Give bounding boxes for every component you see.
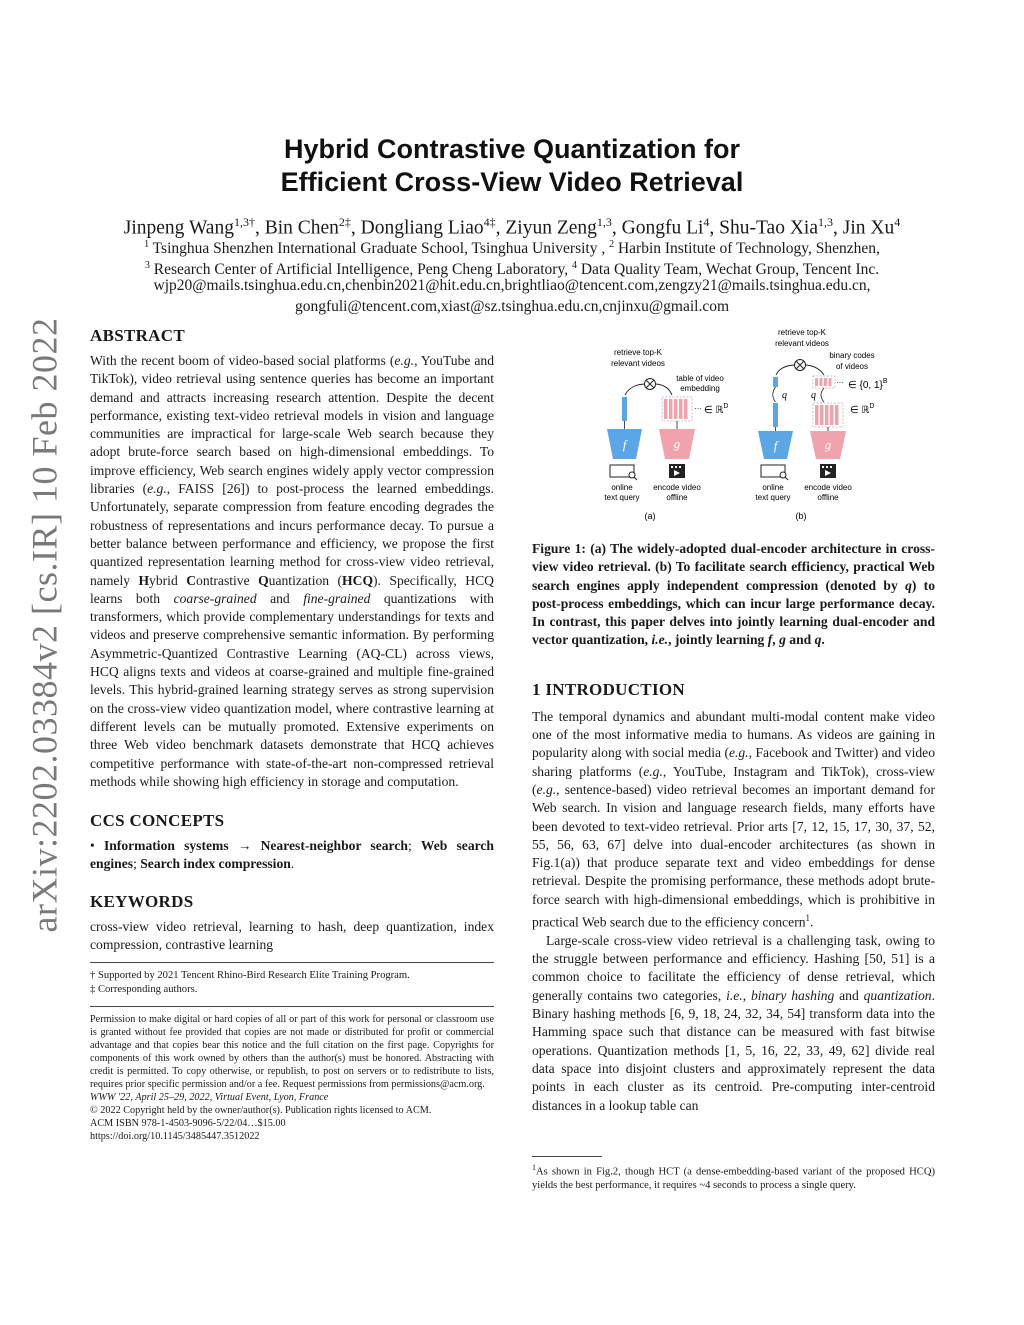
abstract-text: , YouTube and TikTok), video retrieval using sentence queries has become an important demand and attracts increasing research attention. Despite the decent performance, existing text-video retrieval models in vision and language communities are impractical for large-scale Web search because they adopt brute-force search based on high-dimensional embeddings. To improve efficiency, Web search engines widely apply vector compression libraries ( xyxy=(90,353,495,497)
author-affil-mark: 1,3 xyxy=(818,215,833,229)
author-name: Bin Chen xyxy=(264,217,339,239)
ccs-sep: ; xyxy=(133,856,141,872)
fig-a-encode-label-1: encode video xyxy=(653,483,701,492)
fig-b-binary-space: ∈ {0, 1}$^B$ xyxy=(848,378,888,391)
footnote-reference[interactable]: 1 xyxy=(805,913,811,924)
fig-a-online-label-2: text query xyxy=(604,493,640,502)
intro-text: , Facebook and Twitter) and video sharing platforms ( xyxy=(532,745,935,779)
ccs-term: Search index compression xyxy=(140,856,291,872)
right-column xyxy=(532,540,935,1115)
fig-b-encode-label-1: encode video xyxy=(804,483,852,492)
affil-mark: 3 xyxy=(144,260,150,271)
fig-b-real-space: ∈ ℝ$^D$ xyxy=(850,403,875,416)
fig-b-code-ellipsis: ··· xyxy=(836,378,844,387)
paper-title xyxy=(200,133,824,199)
author-name: Gongfu Li xyxy=(621,217,704,239)
intro-italic: i.e. xyxy=(726,987,743,1003)
fig-a-relevant-label: relevant videos xyxy=(611,359,665,368)
permission-notice: Permission to make digital or hard copies of all or part of this work for personal or classroom use is granted without fee provided that copies are not made or distributed for profit or commercial advantage and that copies bear this notice and the full citation on the first page. Copyrights for components of this work owned by others than the author(s) must be honored. Abstracting with credit is permitted. To copy otherwise, or republish, to post on servers or to redistribute to lists, requires prior specific permission and/or a fee. Request permissions from permissions@acm.org. xyxy=(90,1014,494,1091)
intro-italic: quantization xyxy=(863,987,932,1003)
ccs-term: Information systems xyxy=(103,838,229,854)
keywords-text: cross-view video retrieval, learning to hash, deep quantization, index compression, contrastive learning xyxy=(90,918,494,953)
abstract-italic: e.g. xyxy=(147,481,167,497)
author-emails-line-2: gongfuli@tencent.com,xiast@sz.tsinghua.edu.cn,cnjinxu@gmail.com xyxy=(294,298,730,315)
intro-text: . Binary hashing methods [6, 9, 18, 24, 32, 34, 54] transform data into the Hamming space such that distance can be measured with fast bitwise operations. Quantization methods [1, 5, 16, 22, 33, 49, 62] divide real data space into disjoint clusters and approximately represent the data points in each cluster as its centroid. Pre-computing inter-centroid distances in a lookup table can xyxy=(532,987,935,1113)
arxiv-identifier-text: arXiv:2202.03384v2 [cs.IR] 10 Feb 2022 xyxy=(24,317,64,933)
caption-text: , xyxy=(772,632,780,648)
affil-text: Harbin Institute of Technology, Shenzhen, xyxy=(614,240,880,258)
intro-text: . xyxy=(810,914,814,930)
fig-a-encode-label-2: offline xyxy=(666,493,688,502)
fig-b-q-arrow-video xyxy=(821,388,824,402)
fig-b-q-text-label: q xyxy=(782,390,787,401)
fig-b-encode-label-2: offline xyxy=(817,493,839,502)
fig-a-match-cross xyxy=(646,380,654,388)
abstract-text: ). Specifically, HCQ learns both xyxy=(90,572,494,606)
fig-b-binary-label-1: binary codes xyxy=(829,351,875,360)
intro-text: Large-scale cross-view video retrieval is a challenging task, owing to the struggle between performance and efficiency. Hashing [50, 51] is a common choice to facilitate the efficiency of dense retrieval, which generally contains two categories, xyxy=(532,932,935,1003)
fig-b-text-embedding xyxy=(773,403,778,427)
author-affil-mark: 4 xyxy=(894,215,901,229)
fig-b-g-label: g xyxy=(824,437,832,452)
fig-a-video-icon xyxy=(669,464,685,478)
fig-b-retrieve-label: retrieve top-K xyxy=(777,328,827,337)
ccs-sep: ; xyxy=(407,838,421,854)
abstract-text: With the recent boom of video-based social platforms ( xyxy=(90,353,395,368)
abstract-text: ontrastive xyxy=(196,572,259,588)
fig-b-link-left xyxy=(776,365,794,375)
ccs-bullet: • xyxy=(90,838,104,854)
footnote-dagger: † Supported by 2021 Tencent Rhino-Bird Research Elite Training Program. xyxy=(90,970,410,982)
ccs-concepts xyxy=(90,837,494,874)
venue-line: WWW '22, April 25–29, 2022, Virtual Event, Lyon, France xyxy=(90,1092,329,1104)
abstract-bold: H xyxy=(138,572,150,588)
caption-italic: f xyxy=(767,632,773,648)
right-column-footnote xyxy=(532,1156,935,1192)
author-affil-mark: 1,3 xyxy=(596,215,612,229)
caption-italic: q xyxy=(814,632,822,648)
abstract-italic: fine-grained xyxy=(303,590,371,606)
fig-a-video-embedding-table xyxy=(662,397,692,421)
abstract-bold: C xyxy=(186,572,197,588)
doi-link[interactable]: https://doi.org/10.1145/3485447.3512022 xyxy=(90,1131,260,1143)
caption-text: . xyxy=(821,632,825,648)
author-affil-mark: 2‡ xyxy=(338,215,351,229)
figure-1-diagram xyxy=(580,325,920,525)
footnote-rule-right xyxy=(532,1156,602,1157)
fig-a-g-label: g xyxy=(673,436,681,451)
footnote-text: As shown in Fig.2, though HCT (a dense-embedding-based variant of the proposed HCQ) yields the best performance, it requires ~4 seconds to process a single query. xyxy=(532,1166,935,1191)
fig-b-binary-code-table xyxy=(813,376,835,388)
fig-a-retrieve-label: retrieve top-K xyxy=(613,348,663,357)
intro-text: , YouTube, Instagram and TikTok), cross-view ( xyxy=(532,763,935,797)
ccs-end: . xyxy=(290,856,295,872)
fig-b-online-label-1: online xyxy=(762,483,784,492)
author-name: Ziyun Zeng xyxy=(505,217,597,239)
fig-a-ellipsis: ··· xyxy=(694,404,702,413)
fig-a-text-embedding xyxy=(622,397,627,421)
author-emails-line-1: wjp20@mails.tsinghua.edu.cn,chenbin2021@hit.edu.cn,brightliao@tencent.com,zengzy21@mails.tsinghua.edu.cn, xyxy=(153,277,871,294)
abstract-bold: HCQ xyxy=(342,572,374,588)
fig-a-panel-label: (a) xyxy=(644,511,656,521)
intro-italic: e.g. xyxy=(536,781,557,797)
author-affil-mark: 1,3† xyxy=(233,215,255,229)
affil-mark: 2 xyxy=(609,239,615,250)
fig-b-online-label-2: text query xyxy=(755,493,791,502)
footnote-mark: 1 xyxy=(532,1163,536,1172)
author-name: Jin Xu xyxy=(842,217,895,239)
fig-b-f-label: f xyxy=(773,438,778,453)
fig-b-relevant-label: relevant videos xyxy=(775,339,829,348)
intro-text: , xyxy=(742,987,751,1003)
caption-text: Figure 1: (a) The widely-adopted dual-encoder architecture in cross-view video retrieval. (b) To facilitate search efficiency, practical Web search engines apply independent compression (denoted by xyxy=(532,541,935,593)
abstract-text: , FAISS [26]) to post-process the learned embeddings. Unfortunately, separate compression from feature encoding degrades the robustness of representations and incurs performance decay. To pursue a better balance between performance and efficiency, we propose the first quantized representation learning method for cross-view video retrieval, namely xyxy=(90,481,494,588)
permission-rule xyxy=(90,1006,494,1007)
fig-b-match-cross xyxy=(796,361,804,369)
fig-b-link-right xyxy=(806,365,824,375)
abstract-italic: e.g. xyxy=(394,353,415,368)
caption-italic: g xyxy=(779,632,786,648)
affil-text: Research Center of Artificial Intelligence, Peng Cheng Laboratory, xyxy=(149,261,572,279)
intro-text: The temporal dynamics and abundant multi-modal content make video one of the most informative media to humans. As videos are gaining in popularity along with social media ( xyxy=(532,708,935,761)
title-line-1: Hybrid Contrastive Quantization for xyxy=(283,134,741,164)
caption-italic: q xyxy=(905,577,912,593)
fig-b-text-code xyxy=(773,377,778,387)
affil-text: Data Quality Team, Wechat Group, Tencent Inc. xyxy=(576,261,880,279)
affil-text: Tsinghua Shenzhen International Graduate School, Tsinghua University , xyxy=(149,240,610,258)
author-name: Shu-Tao Xia xyxy=(719,217,818,239)
footnote-rule xyxy=(90,962,494,963)
fig-a-real-space: ∈ ℝ$^D$ xyxy=(704,403,729,416)
figure-1-caption xyxy=(532,540,935,650)
fig-a-f-label: f xyxy=(622,437,627,452)
intro-text: , sentence-based) video retrieval becomes an important demand for Web search. In vision and language research fields, many efforts have been devoted to text-video retrieval. Prior arts [7, 12, 15, 17, 30, 37, 52, 55, 56, 63, 67] delve into dual-encoder architectures (as shown in Fig.1(a)) that produce separate text and video embeddings for dense retrieval. Despite the promising performance, these methods adopt brute-force search with high-dimensional embeddings, which is prohibitive in practical Web search due to the efficiency concern xyxy=(532,781,935,930)
introduction-heading: 1 INTRODUCTION xyxy=(532,679,685,699)
abstract-body xyxy=(90,352,494,791)
fig-a-search-box-icon xyxy=(610,465,637,480)
arxiv-identifier-stamp xyxy=(14,300,74,950)
ccs-heading: CCS CONCEPTS xyxy=(90,811,225,831)
figure-1 xyxy=(580,325,920,525)
fig-a-table-label-1: table of video xyxy=(676,374,724,383)
ccs-term: Web search engines xyxy=(90,838,494,872)
intro-text: and xyxy=(834,987,864,1003)
fig-b-search-box-icon xyxy=(761,465,788,480)
author-affil-mark: 4‡ xyxy=(483,215,496,229)
fig-b-q-arrow-text xyxy=(773,387,776,402)
intro-italic: e.g. xyxy=(643,763,663,779)
copyright-line: © 2022 Copyright held by the owner/author(s). Publication rights licensed to ACM. xyxy=(90,1105,432,1117)
intro-italic: binary hashing xyxy=(750,987,835,1003)
isbn-line: ACM ISBN 978-1-4503-9096-5/22/04…$15.00 xyxy=(90,1118,286,1130)
abstract-text: uantization ( xyxy=(268,572,343,588)
fig-b-q-video-label: q xyxy=(811,390,816,401)
caption-text: and xyxy=(785,632,815,648)
author-name: Dongliang Liao xyxy=(360,217,484,239)
caption-italic: i.e. xyxy=(651,632,669,648)
ccs-arrow: → xyxy=(228,838,261,854)
title-line-2: Efficient Cross-View Video Retrieval xyxy=(280,167,744,197)
fig-a-online-label-1: online xyxy=(611,483,633,492)
intro-paragraph-1 xyxy=(532,708,935,932)
author-affil-mark: 4 xyxy=(703,215,710,229)
footnote-ddagger: ‡ Corresponding authors. xyxy=(90,983,198,995)
fig-b-video-embedding-table xyxy=(813,403,843,427)
abstract-heading: ABSTRACT xyxy=(90,326,185,345)
abstract-text: and xyxy=(256,590,304,606)
intro-paragraph-2 xyxy=(532,932,935,1115)
fig-a-link-right xyxy=(656,384,672,395)
intro-italic: e.g. xyxy=(729,745,749,761)
fig-a-table-label-2: embedding xyxy=(680,384,720,393)
fig-a-link-left xyxy=(625,384,644,395)
abstract-text: ybrid xyxy=(149,572,187,588)
fig-b-panel-label: (b) xyxy=(795,511,807,521)
fig-b-video-icon xyxy=(820,464,836,478)
author-list: Jinpeng Wang$^{1,3\dagger}$, Bin Chen$^{2\ddagger}$, Dongliang Liao$^{4\ddagger}$, Ziyun Zeng$^{1,3}$, Gongfu Li$^4$, Shu-Tao Xia$^{1,3}$, Jin Xu$^4$ xyxy=(123,215,901,239)
author-name: Jinpeng Wang xyxy=(123,217,234,239)
caption-text: , jointly learning xyxy=(668,632,768,648)
abstract-text: quantizations with transformers, which provide complementary understandings for texts and videos and preserve comprehensive semantic information. By performing Asymmetric-Quantized Contrastive Learning (AQ-CL) across views, HCQ aligns texts and videos at coarse-grained and multiple fine-grained levels. This hybrid-grained learning strategy serves as strong supervision on the cross-view video quantization model, where contrastive learning at different levels can be mutually promoted. Extensive experiments on three Web video benchmark datasets demonstrate that HCQ achieves competitive performance with state-of-the-art non-compressed retrieval methods while showing high efficiency in storage and computation. xyxy=(90,590,494,789)
ccs-term: Nearest-neighbor search xyxy=(260,838,408,854)
caption-text: ) to post-process embeddings, which can incur large performance decay. In contrast, this paper delves into jointly learning dual-encoder and vector quantization, xyxy=(532,577,936,648)
left-column xyxy=(90,326,494,1143)
abstract-italic: coarse-grained xyxy=(173,590,257,606)
footnote-1 xyxy=(532,1161,935,1192)
abstract-bold: Q xyxy=(258,572,269,588)
affil-mark: 4 xyxy=(571,260,577,271)
fig-b-binary-label-2: of videos xyxy=(835,362,869,371)
affil-mark: 1 xyxy=(144,239,150,250)
keywords-heading: KEYWORDS xyxy=(90,891,194,911)
